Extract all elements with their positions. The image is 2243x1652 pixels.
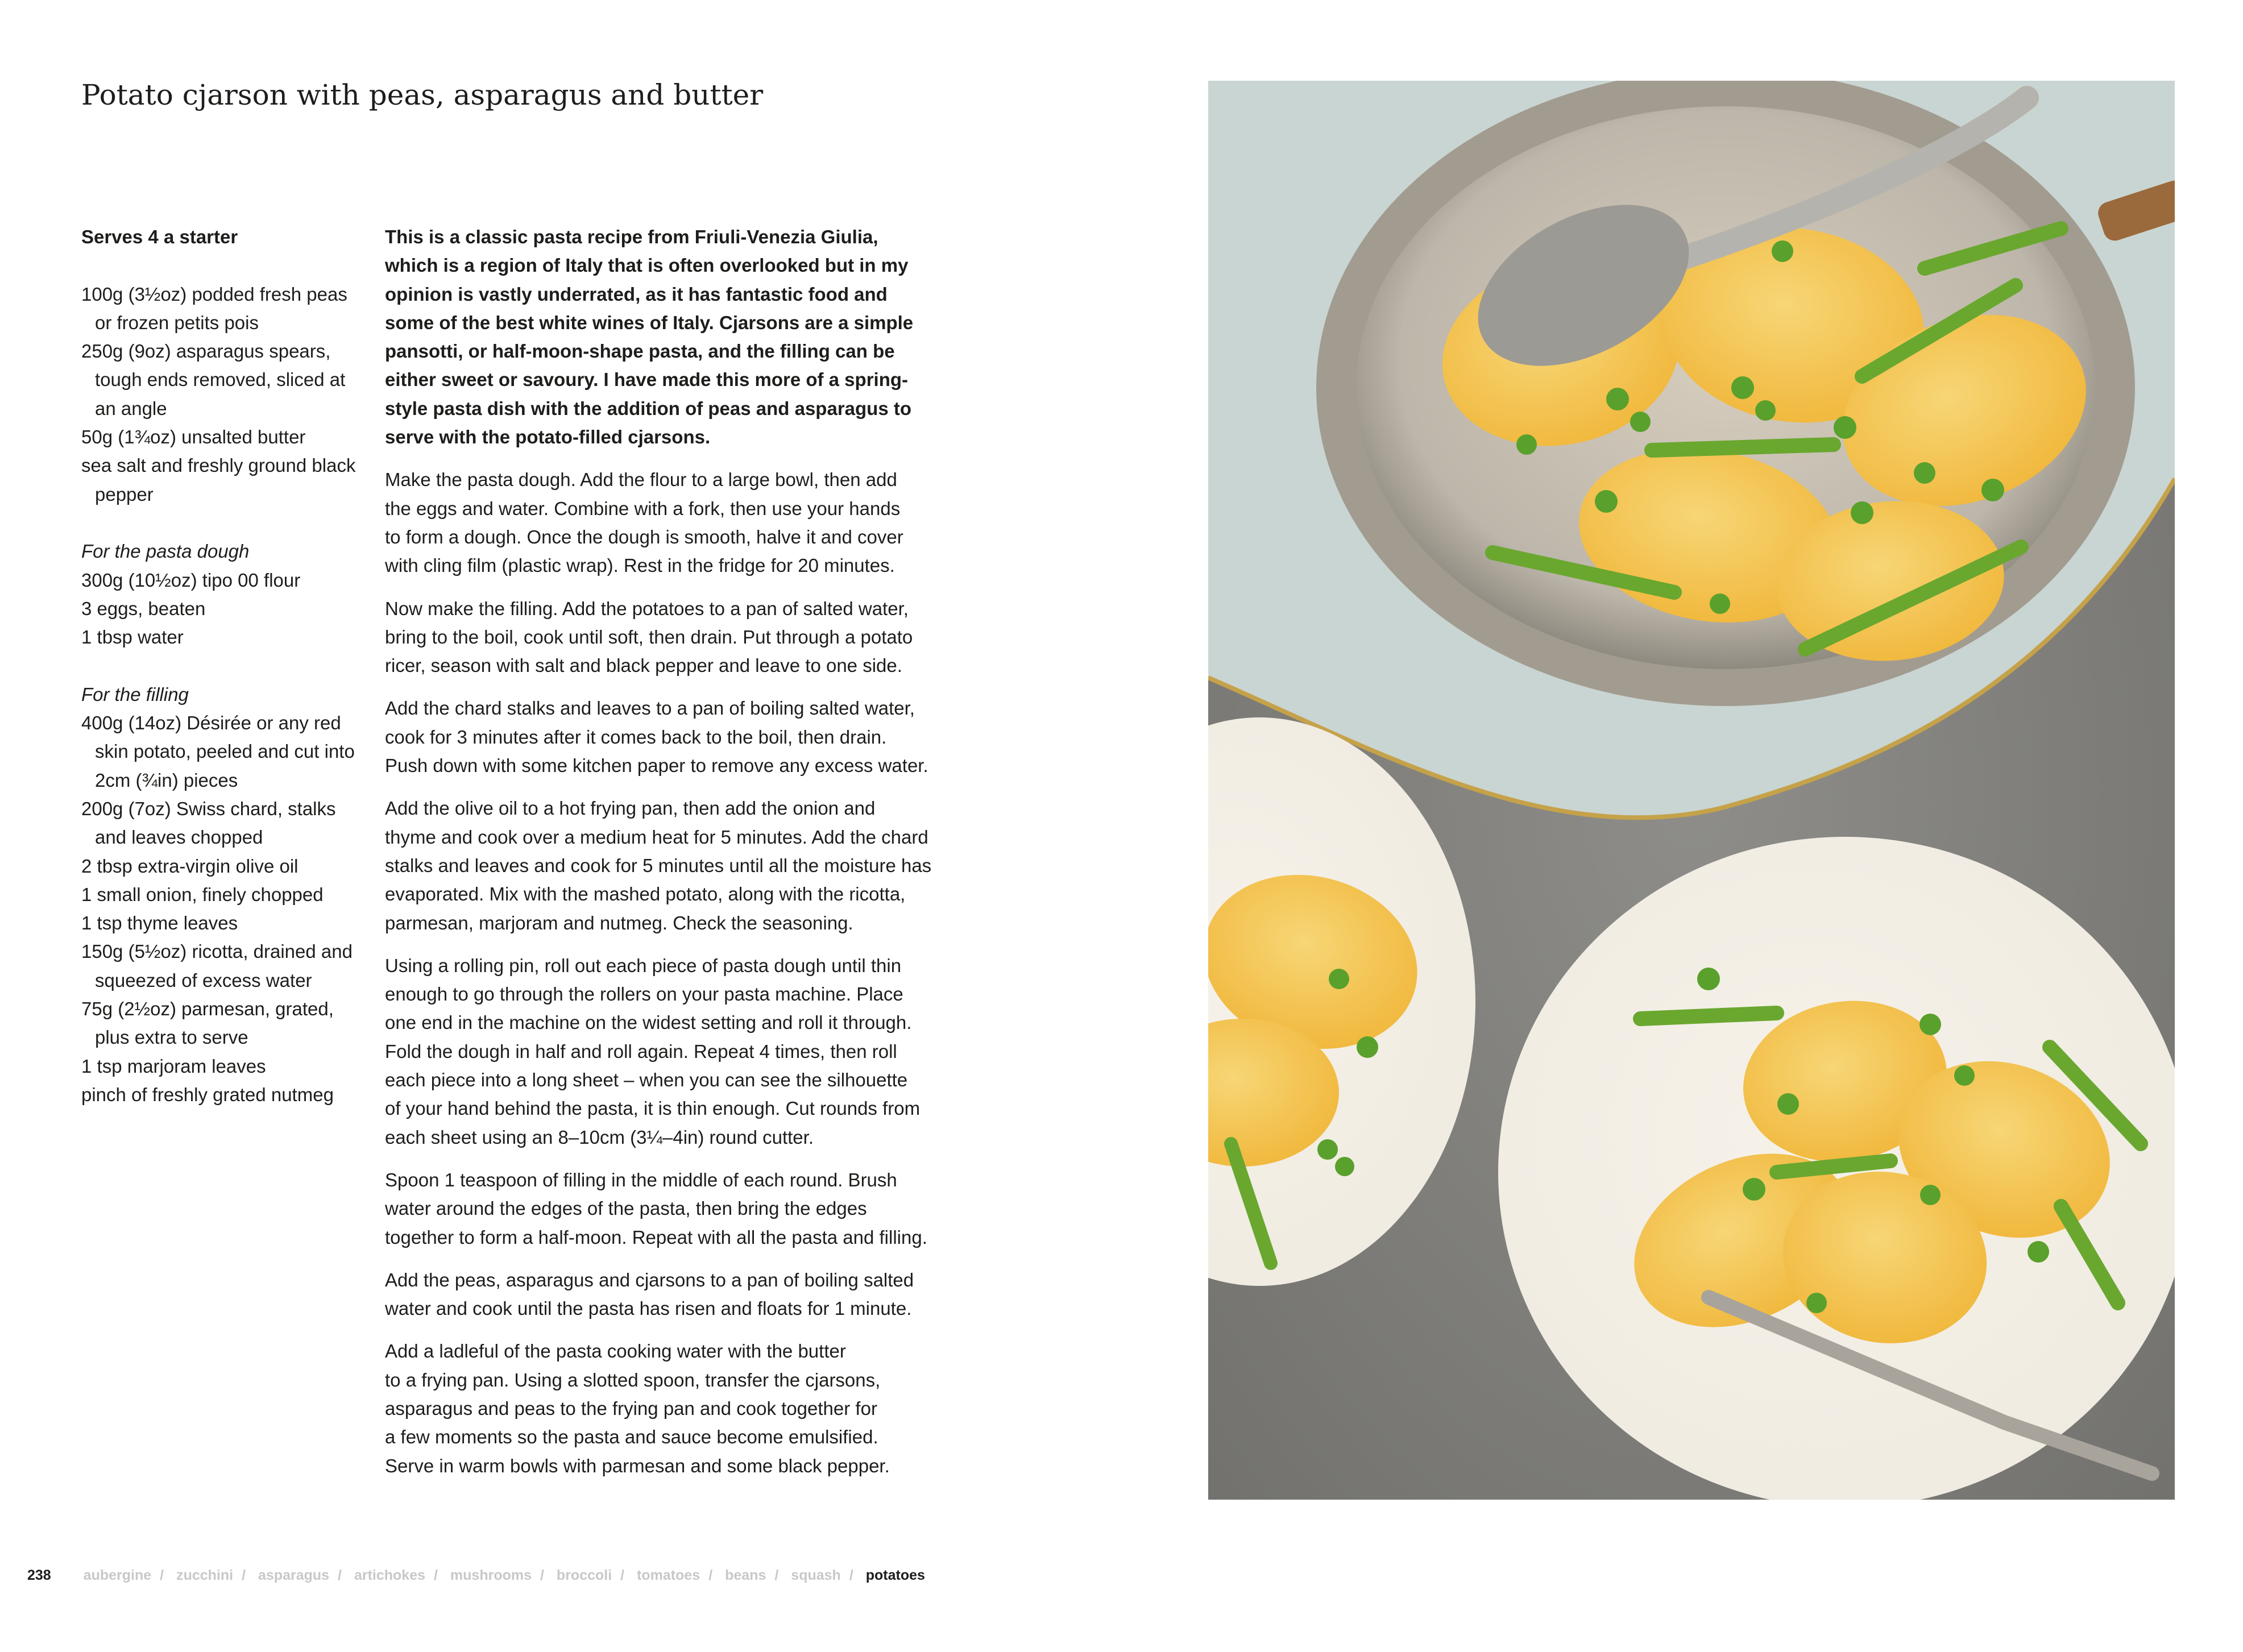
nav-separator: /: [774, 1567, 779, 1583]
chapter-nav-tomatoes[interactable]: tomatoes: [637, 1567, 700, 1583]
page-footer: [27, 1567, 925, 1584]
ingredient-item: 50g (1¾oz) unsalted butter: [81, 426, 306, 448]
ingredient-item: 100g (3½oz) podded fresh peas or frozen petits pois: [81, 283, 347, 333]
nav-separator: /: [160, 1567, 164, 1583]
page-number: 238: [27, 1567, 51, 1583]
chapter-nav-potatoes[interactable]: potatoes: [865, 1567, 925, 1583]
nav-separator: /: [434, 1567, 438, 1583]
method-step: Add the chard stalks and leaves to a pan of boiling salted water, cook for 3 minutes after it comes back to the boil, then drain. Push down with some kitchen paper to remove any excess water.: [385, 698, 928, 777]
serves-line: Serves 4 a starter: [81, 226, 238, 247]
chapter-nav-asparagus[interactable]: asparagus: [258, 1567, 330, 1583]
ingredient-item: 300g (10½oz) tipo 00 flour: [81, 569, 301, 591]
ingredient-item: 1 tbsp water: [81, 626, 184, 648]
food-photo-illustration: [1208, 81, 2175, 1500]
filling-heading: For the filling: [81, 683, 189, 705]
ingredient-item: 2 tbsp extra-virgin olive oil: [81, 855, 298, 877]
nav-separator: /: [708, 1567, 713, 1583]
ingredient-item: 1 tsp marjoram leaves: [81, 1055, 266, 1077]
chapter-nav-artichokes[interactable]: artichokes: [354, 1567, 426, 1583]
nav-separator: /: [242, 1567, 246, 1583]
chapter-nav-squash[interactable]: squash: [791, 1567, 841, 1583]
chapter-nav-mushrooms[interactable]: mushrooms: [450, 1567, 532, 1583]
ingredient-item: sea salt and freshly ground black pepper: [81, 455, 356, 505]
method-column: [385, 223, 965, 1495]
spacer: [81, 509, 366, 537]
ingredient-item: 150g (5½oz) ricotta, drained and squeezed of excess water: [81, 941, 353, 991]
chapter-nav-beans[interactable]: beans: [725, 1567, 766, 1583]
intro-paragraph: This is a classic pasta recipe from Friuli-Venezia Giulia, which is a region of Italy that is often overlooked but in my opinion is vastly underrated, as it has fantastic food and some of the best white wines of Italy. Cjarsons are a simple pansotti, or half-moon-shape pasta, and the filling can be either sweet or savoury. I have made this more of a spring- style pasta dish with the addition of peas and asparagus to serve with the potato-filled cjarsons.: [385, 226, 914, 448]
ingredients-column: [81, 223, 366, 1109]
ingredient-item: 1 small onion, finely chopped: [81, 883, 324, 905]
chapter-nav-broccoli[interactable]: broccoli: [556, 1567, 612, 1583]
ingredient-item: 3 eggs, beaten: [81, 597, 206, 619]
food-photo: [1208, 81, 2175, 1500]
nav-separator: /: [849, 1567, 853, 1583]
chapter-nav-zucchini[interactable]: zucchini: [176, 1567, 234, 1583]
dough-heading: For the pasta dough: [81, 541, 250, 562]
ingredients-main-list: [81, 280, 366, 509]
nav-separator: /: [620, 1567, 625, 1583]
ingredient-item: 75g (2½oz) parmesan, grated, plus extra to serve: [81, 998, 334, 1048]
nav-separator: /: [338, 1567, 342, 1583]
spacer: [81, 251, 366, 280]
method-step: Add a ladleful of the pasta cooking water with the butter to a frying pan. Using a slotted spoon, transfer the cjarsons, asparagus and peas to the frying pan and cook together for a few moments so the pasta and sauce become emulsified. Serve in warm bowls with parmesan and some black pepper.: [385, 1340, 890, 1476]
ingredients-dough-list: [81, 566, 366, 652]
method-step: Now make the filling. Add the potatoes to a pan of salted water, bring to the boil, cook until soft, then drain. Put through a potato ricer, season with salt and black pepper and leave to one side.: [385, 597, 913, 676]
spacer: [81, 651, 366, 680]
ingredient-item: pinch of freshly grated nutmeg: [81, 1084, 334, 1105]
method-step: Spoon 1 teaspoon of filling in the middle of each round. Brush water around the edges of the pasta, then bring the edges together to form a half-moon. Repeat with all the pasta and filling.: [385, 1169, 927, 1248]
chapter-nav-aubergine[interactable]: aubergine: [83, 1567, 152, 1583]
nav-separator: /: [540, 1567, 544, 1583]
method-step: Add the peas, asparagus and cjarsons to a pan of boiling salted water and cook until the pasta has risen and floats for 1 minute.: [385, 1269, 914, 1319]
ingredient-item: 1 tsp thyme leaves: [81, 912, 238, 934]
ingredient-item: 200g (7oz) Swiss chard, stalks and leaves chopped: [81, 798, 336, 848]
method-step: Add the olive oil to a hot frying pan, then add the onion and thyme and cook over a medium heat for 5 minutes. Add the chard stalks and leaves and cook for 5 minutes until all the moisture has evaporated. Mix with the mashed potato, along with the ricotta, parmesan, marjoram and nutmeg. Check the seasoning.: [385, 798, 932, 933]
method-step: Using a rolling pin, roll out each piece of pasta dough until thin enough to go through the rollers on your pasta machine. Place one end in the machine on the widest setting and roll it through. Fold the dough in half and roll again. Repeat 4 times, then roll each piece into a long sheet – when you can see the silhouette of your hand behind the pasta, it is thin enough. Cut rounds from each sheet using an 8–10cm (3¼–4in) round cutter.: [385, 954, 921, 1148]
plate-right: [1498, 837, 2175, 1500]
method-step: Make the pasta dough. Add the flour to a large bowl, then add the eggs and water. Combine with a fork, then use your hands to form a dough. Once the dough is smooth, halve it and cover with cling film (plastic wrap). Rest in the fridge for 20 minutes.: [385, 469, 903, 576]
ingredient-item: 250g (9oz) asparagus spears, tough ends removed, sliced at an angle: [81, 341, 346, 419]
ingredient-item: 400g (14oz) Désirée or any red skin potato, peeled and cut into 2cm (¾in) pieces: [81, 712, 355, 791]
recipe-title: Potato cjarson with peas, asparagus and butter: [81, 78, 764, 111]
ingredients-filling-list: [81, 709, 366, 1109]
